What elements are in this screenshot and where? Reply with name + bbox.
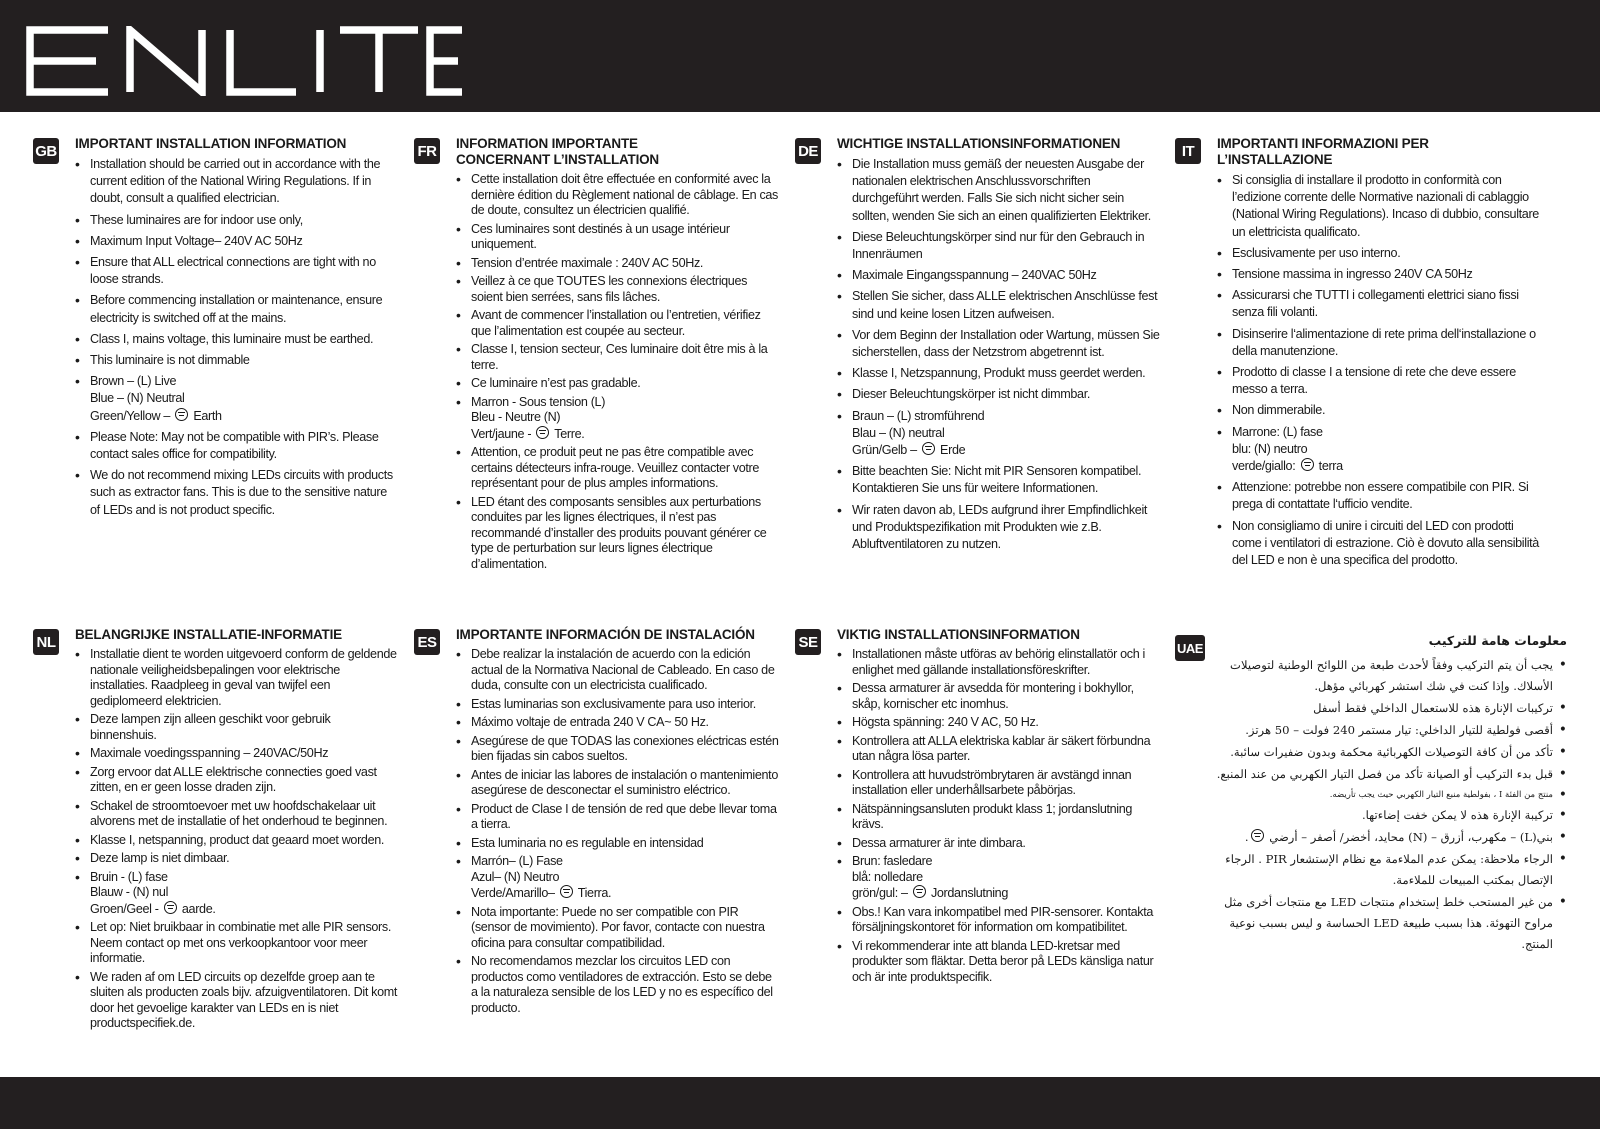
section-title: IMPORTANTE INFORMACIÓN DE INSTALACIÓN <box>456 627 755 642</box>
list-item: • Veillez à ce que TOUTES les connexions électriques soient bien serrées, sans fils lâches. <box>456 274 779 305</box>
earth-symbol-icon <box>175 408 188 421</box>
list-item: • Marrone: (L) fase blu: (N) neutro verde/giallo: terra <box>1217 424 1540 476</box>
list-item: • Schakel de stroomtoevoer met uw hoofdschakelaar uit alvorens met de installatie of het onderhoud te beginnen. <box>75 799 398 830</box>
list-item: • Ce luminaire n’est pas gradable. <box>456 376 779 392</box>
list-item: • Before commencing installation or maintenance, ensure electricity is switched off at the mains. <box>75 292 398 326</box>
list-item: • Zorg ervoor dat ALLE elektrische connecties goed vast zitten, en er geen losse draden zijn. <box>75 765 398 796</box>
earth-symbol-icon <box>913 885 926 898</box>
earth-symbol-icon <box>922 442 935 455</box>
list-item: • Non consigliamo di unire i circuiti del LED con prodotti come i ventilatori di estrazione. Ciò è dovuto alla sensibilità del LED e non è una specifica del prodotto. <box>1217 518 1540 570</box>
list-item: • تركيبة الإنارة هذه لا يمكن خفت إضاءتها. <box>1203 805 1567 826</box>
earth-symbol-icon <box>1251 829 1264 842</box>
list-item: • Stellen Sie sicher, dass ALLE elektrischen Anschlüsse fest sind und keine losen Litzen aufweisen. <box>837 288 1160 322</box>
earth-symbol-icon <box>560 885 573 898</box>
section-title: IMPORTANTI INFORMAZIONI PER L’INSTALLAZIONE <box>1217 136 1429 167</box>
list-item: • Kontrollera att huvudströmbrytaren är avstängd innan installation eller underhållsarbete påbörjas. <box>837 768 1160 799</box>
list-item: • Marron - Sous tension (L) Bleu - Neutre (N) Vert/jaune - Terre. <box>456 395 779 443</box>
section-uae <box>1175 633 1567 956</box>
list-item: • Antes de iniciar las labores de instalación o mantenimiento asegúrese de desconectar el suministro eléctrico. <box>456 768 779 799</box>
section-title: INFORMATION IMPORTANTE CONCERNANT L’INSTALLATION <box>456 136 659 167</box>
section-title: IMPORTANT INSTALLATION INFORMATION <box>75 136 347 151</box>
language-badge: UAE <box>1175 635 1205 661</box>
list-item: • منتج من الفئة I ، بفولطية منبع التيار الكهربي حيث يجب تأريضه. <box>1203 786 1567 804</box>
list-item: • Prodotto di classe I a tensione di rete che deve essere messo a terra. <box>1217 364 1540 398</box>
list-item: • من غير المستحب خلط إستخدام منتجات LED مع منتجات أخرى مثل مراوح التهوئة. هذا بسبب طبيعة LED الحساسة و ليس بسبب نوعية المنتج. <box>1203 892 1567 955</box>
list-item: • Debe realizar la instalación de acuerdo con la edición actual de la Normativa Nacional de Cableado. En caso de duda, consulte con un electricista cualificado. <box>456 647 779 694</box>
section-de <box>795 136 1160 557</box>
list-item: • Ces luminaires sont destinés à un usage intérieur uniquement. <box>456 222 779 253</box>
list-item: • Brown – (L) Live Blue – (N) Neutral Green/Yellow – Earth <box>75 373 398 425</box>
list-item: • LED étant des composants sensibles aux perturbations conduites par les lignes électriques, il n’est pas recommandé d’installer des produits pouvant générer ce type de perturbation sur leurs lignes électrique d’alimentation. <box>456 495 779 573</box>
list-item: • Nätspänningsansluten produkt klass 1; jordanslutning krävs. <box>837 802 1160 833</box>
instruction-list <box>837 156 1160 553</box>
list-item: • Diese Beleuchtungskörper sind nur für den Gebrauch in Innenräumen <box>837 229 1160 263</box>
list-item: • Die Installation muss gemäß der neuesten Ausgabe der nationalen elektrischen Anschlussvorschriften durchgeführt werden. Falls Sie sich nicht sicher sein sollten, wenden Sie sich an einen qualifizierten Elektriker. <box>837 156 1160 225</box>
section-title: VIKTIG INSTALLATIONSINFORMATION <box>837 627 1080 642</box>
instruction-list <box>1217 172 1540 569</box>
list-item: • Wir raten davon ab, LEDs aufgrund ihrer Empfindlichkeit und Produktspezifikation mit Produkten wie z.B. Abluftventilatoren zu nutzen. <box>837 502 1160 554</box>
section-it <box>1175 136 1540 573</box>
list-item: • Class I, mains voltage, this luminaire must be earthed. <box>75 331 398 348</box>
list-item: • Deze lamp is niet dimbaar. <box>75 851 398 867</box>
list-item: • Deze lampen zijn alleen geschikt voor gebruik binnenshuis. <box>75 712 398 743</box>
section-title: معلومات هامة للتركيب <box>1428 633 1567 648</box>
list-item: • Installation should be carried out in accordance with the current edition of the National Wiring Regulations. If in doubt, consult a qualified electrician. <box>75 156 398 208</box>
footer-band <box>0 1077 1600 1132</box>
language-badge: NL <box>33 629 59 655</box>
list-item: • Nota importante: Puede no ser compatible con PIR (sensor de movimiento). Por favor, contacte con nuestra oficina para consultar compatibilidad. <box>456 905 779 952</box>
list-item: • Tension d’entrée maximale : 240V AC 50Hz. <box>456 256 779 272</box>
instruction-list <box>75 156 398 519</box>
list-item: • Vor dem Beginn der Installation oder Wartung, müssen Sie sicherstellen, dass der Netzstrom abgetrennt ist. <box>837 327 1160 361</box>
list-item: • قبل بدء التركيب أو الصيانة تأكد من فصل التيار الكهربي من عند المنبع. <box>1203 764 1567 785</box>
list-item: • We do not recommend mixing LEDs circuits with products such as extractor fans. This is due to the sensitive nature of LEDs and is not product specific. <box>75 467 398 519</box>
list-item: • أقصى فولطية للتيار الداخلي: تيار مستمر 240 فولت – 50 هرتز. <box>1203 720 1567 741</box>
list-item: • تأكد من أن كافة التوصيلات الكهربائية محكمة وبدون ضفيرات سائبة. <box>1203 742 1567 763</box>
list-item: • We raden af om LED circuits op dezelfde groep aan te sluiten als producten zoals bijv. afzuigventilatoren. Dit komt door het gevoelige karakter van LEDs en is niet productspecifiek.de. <box>75 970 398 1032</box>
list-item: • This luminaire is not dimmable <box>75 352 398 369</box>
instruction-list <box>75 647 398 1032</box>
language-badge: IT <box>1175 138 1201 164</box>
list-item: • Tensione massima in ingresso 240V CA 50Hz <box>1217 266 1540 283</box>
enlite-logo <box>26 26 466 96</box>
list-item: • تركيبات الإنارة هذه للاستعمال الداخلي فقط أسفل <box>1203 698 1567 719</box>
header-band <box>0 0 1600 112</box>
language-badge: SE <box>795 629 821 655</box>
list-item: • بني(L) – مكهرب، أزرق – (N) محايد، أخضر/ أصفر – أرضي . <box>1203 827 1567 848</box>
section-fr <box>414 136 779 575</box>
list-item: • Braun – (L) stromführend Blau – (N) neutral Grün/Gelb – Erde <box>837 408 1160 460</box>
earth-symbol-icon <box>536 426 549 439</box>
list-item: • Attention, ce produit peut ne pas être compatible avec certains détecteurs infra-rouge. Veuillez contacter votre représentant pour de plus amples informations. <box>456 445 779 492</box>
list-item: • Klasse I, Netzspannung, Produkt muss geerdet werden. <box>837 365 1160 382</box>
list-item: • Si consiglia di installare il prodotto in conformità con l’edizione corrente delle Normative nazionali di cablaggio (National Wiring Regulations). Incaso di dubbio, consultare un elettricista qualificato. <box>1217 172 1540 241</box>
list-item: • Maximale Eingangsspannung – 240VAC 50Hz <box>837 267 1160 284</box>
list-item: • Asegúrese de que TODAS las conexiones eléctricas estén bien fijadas sin cabos sueltos. <box>456 734 779 765</box>
list-item: • Máximo voltaje de entrada 240 V CA~ 50 Hz. <box>456 715 779 731</box>
section-es <box>414 627 779 1019</box>
section-title: BELANGRIJKE INSTALLATIE-INFORMATIE <box>75 627 342 642</box>
earth-symbol-icon <box>1301 458 1314 471</box>
section-title: WICHTIGE INSTALLATIONSINFORMATIONEN <box>837 136 1121 151</box>
list-item: • Dessa armaturer är inte dimbara. <box>837 836 1160 852</box>
list-item: • Dessa armaturer är avsedda för montering i bokhyllor, skåp, kornischer etc inomhus. <box>837 681 1160 712</box>
list-item: • Bruin - (L) fase Blauw - (N) nul Groen/Geel - aarde. <box>75 870 398 918</box>
language-badge: FR <box>414 138 440 164</box>
list-item: • Esclusivamente per uso interno. <box>1217 245 1540 262</box>
section-se <box>795 627 1160 988</box>
list-item: • These luminaires are for indoor use only, <box>75 212 398 229</box>
list-item: • Installatie dient te worden uitgevoerd conform de geldende nationale veiligheidsbepalingen voor elektrische installaties. Raadpleeg in geval van twijfel een gediplomeerd elektricien. <box>75 647 398 709</box>
list-item: • Cette installation doit être effectuée en conformité avec la dernière édition du Règlement national de câblage. En cas de doute, consultez un électricien qualifié. <box>456 172 779 219</box>
list-item: • Dieser Beleuchtungskörper ist nicht dimmbar. <box>837 386 1160 403</box>
list-item: • Esta luminaria no es regulable en intensidad <box>456 836 779 852</box>
list-item: • Kontrollera att ALLA elektriska kablar är säkert förbundna utan några lösa parter. <box>837 734 1160 765</box>
list-item: • Please Note: May not be compatible with PIR’s. Please contact sales office for compatibility. <box>75 429 398 463</box>
list-item: • Vi rekommenderar inte att blanda LED-kretsar med produkter som fläktar. Detta beror på LEDs känsliga natur och är inte produktspecifik. <box>837 939 1160 986</box>
list-item: • Disinserire l‘alimentazione di rete prima dell‘installazione o della manutenzione. <box>1217 326 1540 360</box>
list-item: • Non dimmerabile. <box>1217 402 1540 419</box>
list-item: • Ensure that ALL electrical connections are tight with no loose strands. <box>75 254 398 288</box>
list-item: • يجب أن يتم التركيب وفقاً لأحدث طبعة من اللوائح الوطنية لتوصيلات الأسلاك. وإذا كنت في شك استشر كهربائي مؤهل. <box>1203 655 1567 697</box>
list-item: • Marrón– (L) Fase Azul– (N) Neutro Verde/Amarillo– Tierra. <box>456 854 779 902</box>
list-item: • Brun: fasledare blå: nolledare grön/gul: – Jordanslutning <box>837 854 1160 902</box>
language-badge: DE <box>795 138 821 164</box>
list-item: • Obs.! Kan vara inkompatibel med PIR-sensorer. Kontakta försäljningskontoret för information om kompatibilitet. <box>837 905 1160 936</box>
language-badge: GB <box>33 138 59 164</box>
list-item: • الرجاء ملاحظة: يمكن عدم الملاءمة مع نظام الإستشعار PIR . الرجاء الإتصال بمكتب المبيعات للملاءمة. <box>1203 849 1567 891</box>
list-item: • Assicurarsi che TUTTI i collegamenti elettrici siano fissi senza fili volanti. <box>1217 287 1540 321</box>
list-item: • No recomendamos mezclar los circuitos LED con productos como ventiladores de extracción. Esto se debe a la naturaleza sensible de los LED y no es específico del producto. <box>456 954 779 1016</box>
instruction-list <box>837 647 1160 985</box>
instruction-list <box>1203 655 1567 955</box>
list-item: • Bitte beachten Sie: Nicht mit PIR Sensoren kompatibel. Kontaktieren Sie uns für weitere Informationen. <box>837 463 1160 497</box>
list-item: • Product de Clase I de tensión de red que debe llevar toma a tierra. <box>456 802 779 833</box>
list-item: • Högsta spänning: 240 V AC, 50 Hz. <box>837 715 1160 731</box>
list-item: • Avant de commencer l’installation ou l’entretien, vérifiez que l’alimentation est coupée au secteur. <box>456 308 779 339</box>
list-item: • Attenzione: potrebbe non essere compatibile con PIR. Si prega di contattate l‘ufficio vendite. <box>1217 479 1540 513</box>
list-item: • Estas luminarias son exclusivamente para uso interior. <box>456 697 779 713</box>
list-item: • Maximum Input Voltage– 240V AC 50Hz <box>75 233 398 250</box>
list-item: • Let op: Niet bruikbaar in combinatie met alle PIR sensors. Neem contact op met ons verkoopkantoor voor meer informatie. <box>75 920 398 967</box>
instruction-list <box>456 172 779 572</box>
language-badge: ES <box>414 629 440 655</box>
list-item: • Classe I, tension secteur, Ces luminaire doit être mis à la terre. <box>456 342 779 373</box>
list-item: • Klasse I, netspanning, product dat geaard moet worden. <box>75 833 398 849</box>
list-item: • Installationen måste utföras av behörig elinstallatör och i enlighet med gällande installationsföreskrifter. <box>837 647 1160 678</box>
earth-symbol-icon <box>164 901 177 914</box>
section-nl <box>33 627 398 1035</box>
section-gb <box>33 136 398 523</box>
instruction-list <box>456 647 779 1016</box>
list-item: • Maximale voedingsspanning – 240VAC/50Hz <box>75 746 398 762</box>
